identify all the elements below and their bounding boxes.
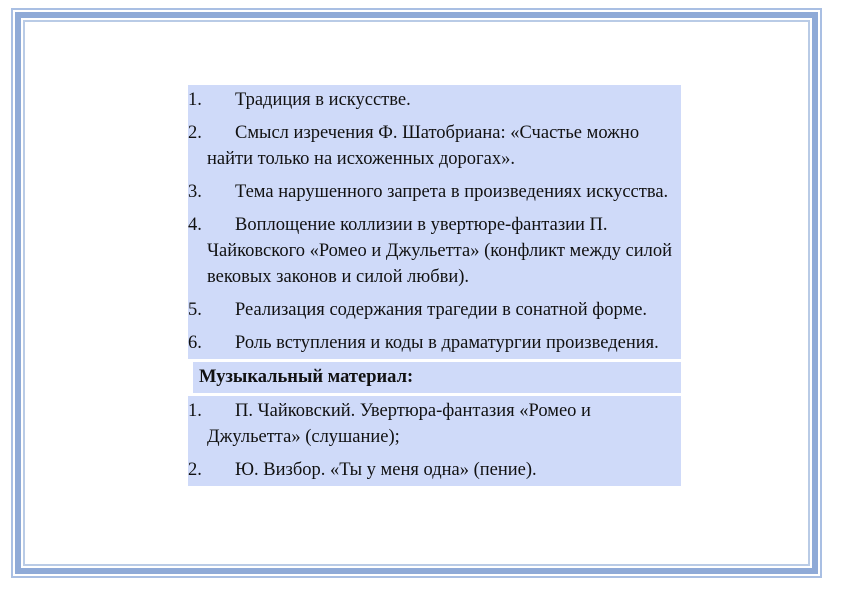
item-text: Реализация содержания трагедии в сонатной форме.	[235, 300, 648, 320]
list-item	[188, 118, 681, 175]
music-heading-row	[188, 362, 681, 393]
item-number: 3.	[188, 182, 202, 202]
item-number: 6.	[188, 333, 202, 353]
item-text: Ю. Визбор. «Ты у меня одна» (пение).	[235, 460, 537, 480]
list-item	[188, 177, 681, 208]
slide-content	[188, 85, 681, 486]
music-heading: Музыкальный материал:	[193, 362, 681, 393]
music-list	[188, 396, 681, 486]
item-number: 2.	[188, 123, 202, 143]
item-number: 1.	[188, 90, 202, 110]
item-number: 1.	[188, 401, 202, 421]
item-text: Традиция в искусстве.	[235, 90, 411, 110]
item-text: Роль вступления и коды в драматургии произведения.	[235, 333, 659, 353]
item-number: 2.	[188, 460, 202, 480]
list-item	[188, 455, 681, 486]
item-text: Смысл изречения Ф. Шатобриана: «Счастье можно найти только на исхоженных дорогах».	[207, 123, 640, 169]
item-number: 5.	[188, 300, 202, 320]
list-item	[188, 328, 681, 359]
list-item	[188, 210, 681, 293]
list-item	[188, 85, 681, 116]
item-text: П. Чайковский. Увертюра-фантазия «Ромео и Джульетта» (слушание);	[207, 401, 591, 447]
topics-list	[188, 85, 681, 359]
item-number: 4.	[188, 215, 202, 235]
list-item	[188, 295, 681, 326]
item-text: Тема нарушенного запрета в произведениях искусства.	[235, 182, 669, 202]
list-item	[188, 396, 681, 453]
item-text: Воплощение коллизии в увертюре-фантазии П. Чайковского «Ромео и Джульетта» (конфликт между силой вековых законов и силой любви).	[207, 215, 673, 287]
